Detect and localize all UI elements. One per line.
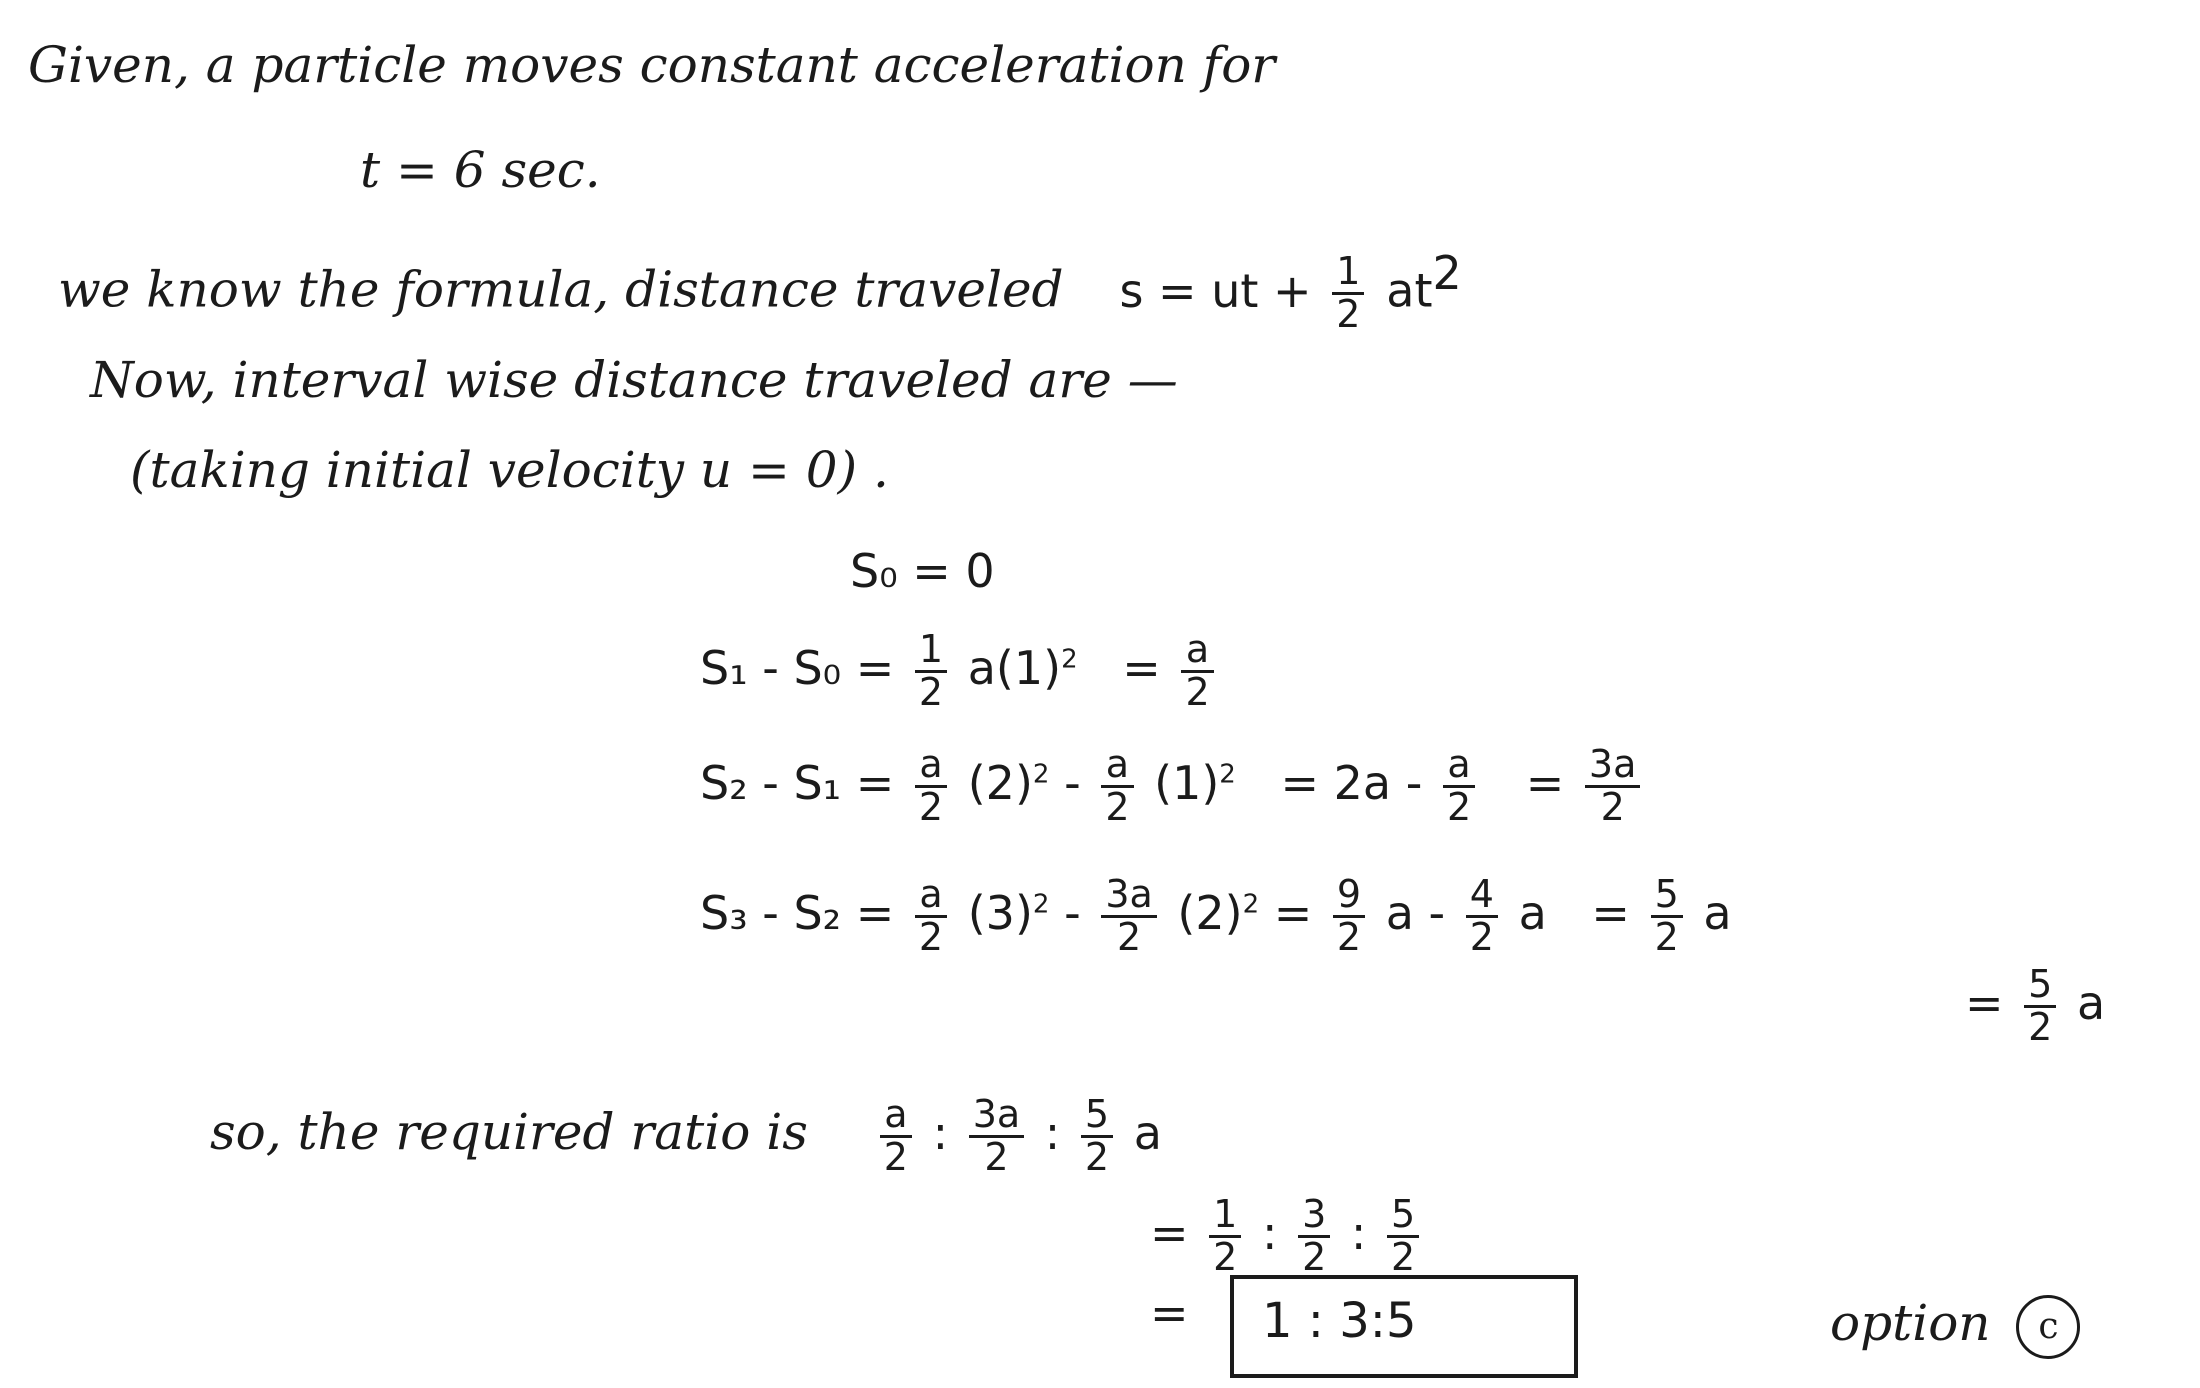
ratio-final-eq: = [1150,1286,1189,1340]
eq-s2: S₂ - S₁ = $\frac{a}{2}$ $(2)^2$ - $\frac{a}{2}$ $(1)^2 = 2a$ - $\frac{a}{2}$ = $\frac{3a}{2}$ [700,745,1646,828]
eq-s3: S₃ - S₂ = $\frac{a}{2}$ $(3)^2$ - $\frac{3a}{2}$ $(2)^2$ = $\frac{9}{2}$ a - $\frac{4}{2}$ a = $\frac{5}{2}$ a [700,872,1732,959]
ratio-simplified: = $\frac{1}{2}$ : $\frac{3}{2}$ : $\frac{5}{2}$ [1150,1195,1425,1278]
option-line: option c [1830,1295,2080,1359]
formula-text: we know the formula, distance traveled [58,260,1064,319]
answer-ratio: 1 : 3:5 [1262,1293,1417,1349]
frac-half: $\frac{1}{2}$ [915,630,947,713]
time-line: t = 6 sec. [360,141,601,199]
eq-s1: S₁ - S₀ = $\frac{1}{2}$ $a(1)^2$ = $\frac{a}{2}$ [700,630,1220,713]
option-c-circle: c [2016,1295,2080,1359]
frac-a-over-2: $\frac{a}{2}$ [1181,630,1213,713]
given-line: Given, a particle moves constant acceleration for [28,36,1276,94]
ratio-line: so, the required ratio is $\frac{a}{2}$ : $\frac{3a}{2}$ : $\frac{5}{2}$ a [210,1092,1162,1179]
initial-velocity-line: (taking initial velocity u = 0) . [130,441,889,499]
formula-eq: s = ut + [1119,263,1327,318]
eq-s0: S₀ = 0 [850,544,995,598]
ratio-label: so, the required ratio is [210,1102,808,1161]
formula-half: $\frac{1}{2}$ [1332,252,1364,335]
formula-line: we know the formula, distance traveled s = ut + $\frac{1}{2}$ $at^2$ [58,246,1462,337]
eq-s3-final: = $\frac{5}{2}$ a [1965,962,2106,1049]
formula-at: at [1386,263,1433,318]
interval-line: Now, interval wise distance traveled are — [90,351,1178,409]
